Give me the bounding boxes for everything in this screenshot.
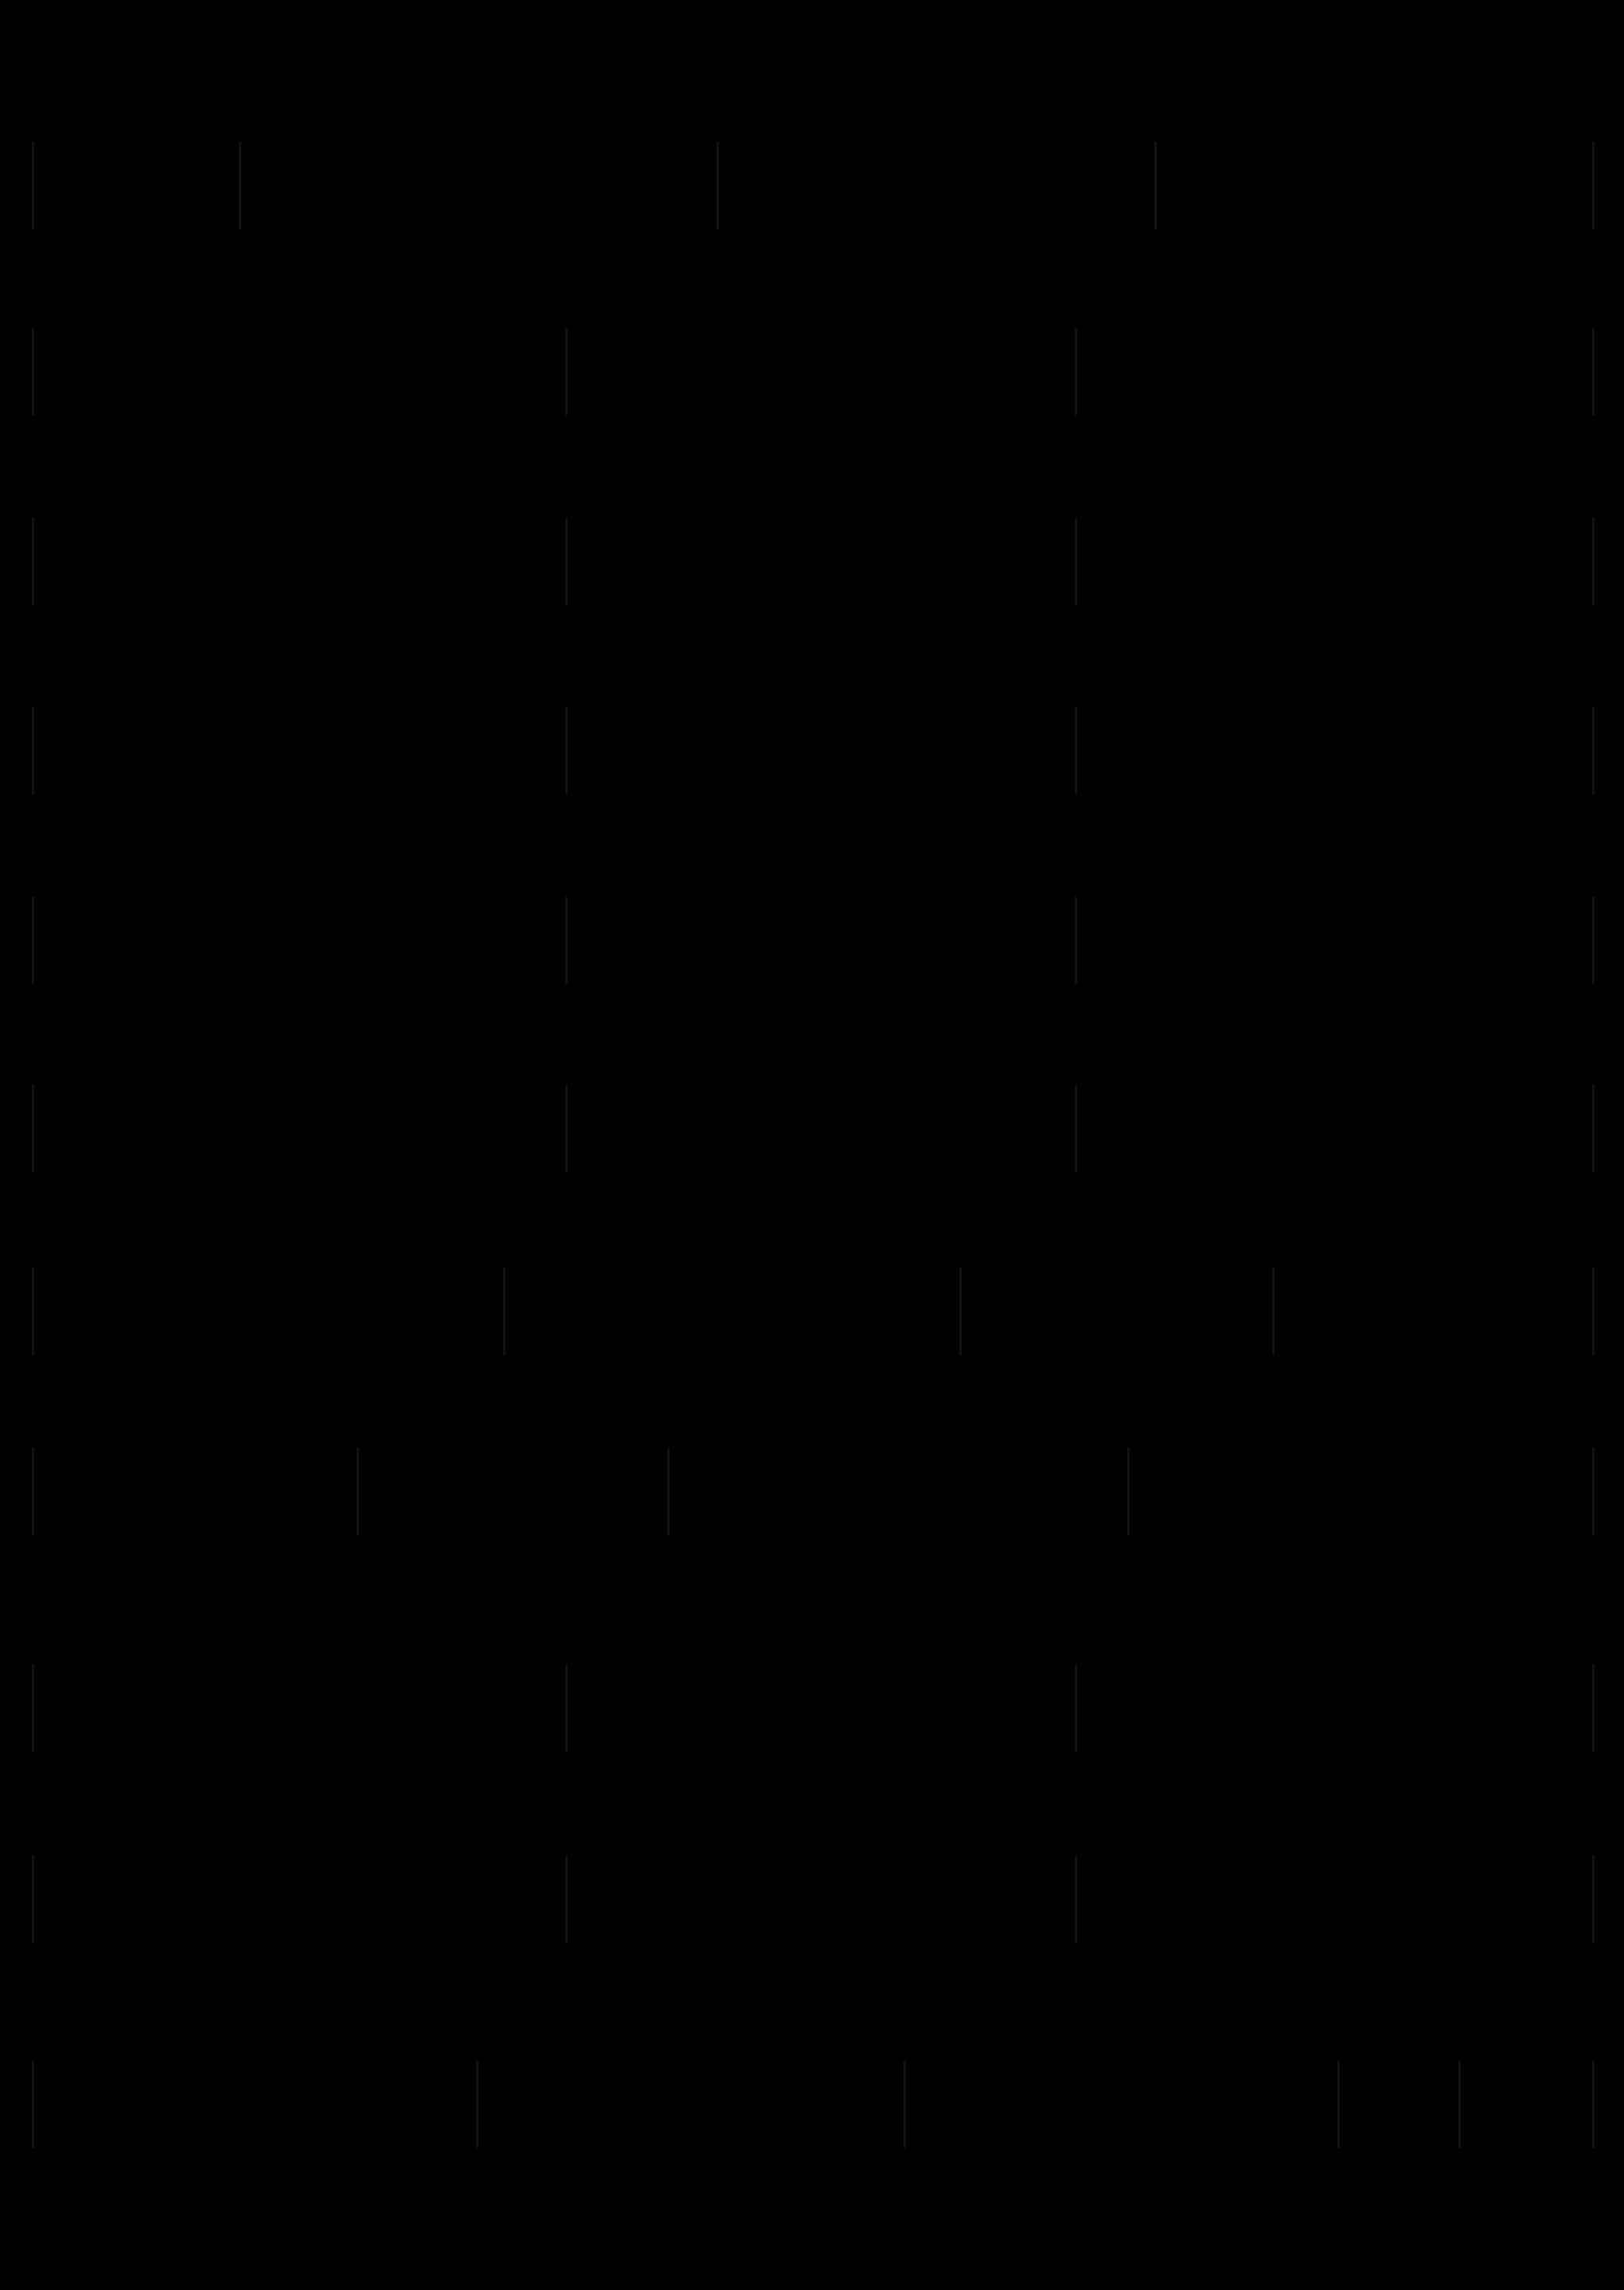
table-row	[0, 142, 1624, 229]
table-cell	[32, 1855, 565, 1943]
table-row	[0, 2061, 1624, 2148]
table-row	[0, 897, 1624, 984]
table-cell	[1075, 1855, 1592, 1943]
table-cell	[32, 1084, 565, 1172]
table-cell	[565, 328, 1075, 416]
table-row	[0, 1664, 1624, 1752]
table-row	[0, 1855, 1624, 1943]
table-row	[0, 707, 1624, 795]
table-cell	[1075, 328, 1592, 416]
table-cell	[503, 1268, 959, 1355]
table-cell	[904, 2061, 1337, 2148]
table-cell	[32, 1268, 503, 1355]
table-cell	[1154, 142, 1592, 229]
table-row	[0, 1084, 1624, 1172]
table-cell	[32, 1664, 565, 1752]
table-cell	[32, 142, 239, 229]
table-cell	[1458, 2061, 1592, 2148]
table-cell	[565, 518, 1075, 605]
table-cell	[32, 707, 565, 795]
table-cell	[32, 2061, 476, 2148]
table-cell	[476, 2061, 904, 2148]
table-row	[0, 328, 1624, 416]
table-cell	[565, 897, 1075, 984]
table-cell	[1075, 518, 1592, 605]
table-cell	[1075, 707, 1592, 795]
table-row	[0, 518, 1624, 605]
table-cell	[565, 1855, 1075, 1943]
table-cell	[239, 142, 716, 229]
table-cell	[716, 142, 1154, 229]
table-cell	[565, 1664, 1075, 1752]
table-cell	[1075, 1664, 1592, 1752]
table-cell	[959, 1268, 1272, 1355]
table-cell	[32, 897, 565, 984]
table-cell	[1075, 1084, 1592, 1172]
table-cell	[357, 1448, 667, 1535]
table-cell	[1272, 1268, 1592, 1355]
table-cell	[565, 707, 1075, 795]
table-cell	[32, 1448, 357, 1535]
table-row	[0, 1268, 1624, 1355]
table-cell	[32, 328, 565, 416]
table-cell	[1337, 2061, 1458, 2148]
table-row	[0, 1448, 1624, 1535]
table-cell	[565, 1084, 1075, 1172]
table-cell	[1127, 1448, 1592, 1535]
table-cell	[667, 1448, 1127, 1535]
table-cell	[1075, 897, 1592, 984]
table-cell	[32, 518, 565, 605]
